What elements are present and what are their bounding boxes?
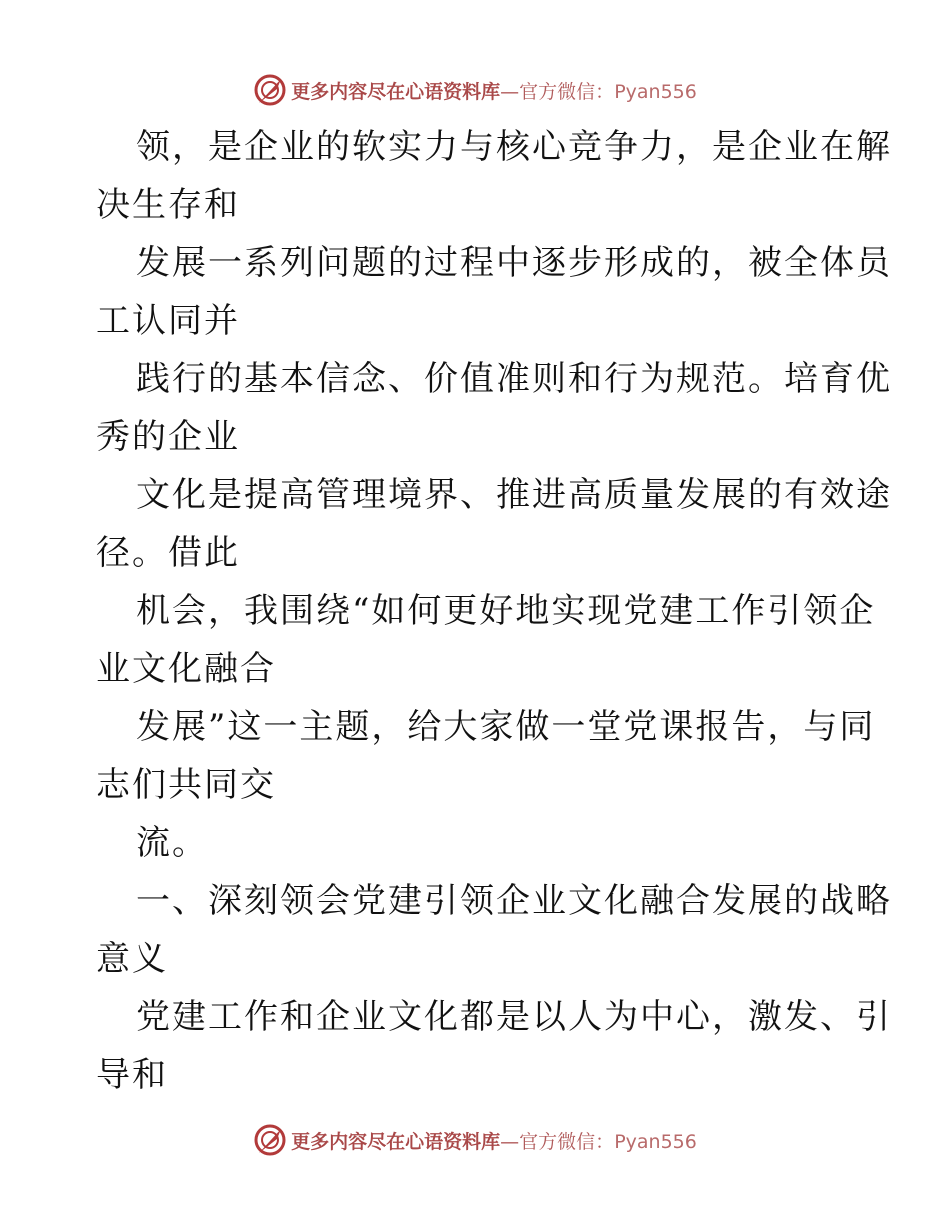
footer-banner-text [291, 1127, 697, 1154]
text-line: 工认同并 [96, 301, 240, 341]
quill-logo-icon [253, 73, 287, 107]
header-banner-text [291, 77, 697, 104]
footer-banner [0, 1120, 950, 1160]
text-line: 决生存和 [96, 185, 240, 225]
text-line: 业文化融合 [96, 649, 276, 689]
header-banner-id: Pyan556 [614, 80, 697, 103]
body-text [96, 118, 892, 1104]
text-line: 流。 [136, 823, 208, 863]
text-line: 径。借此 [96, 533, 240, 573]
text-line: 发展”这一主题，给大家做一堂党课报告，与同 [136, 707, 876, 747]
header-banner-strong: 更多内容尽在心语资料库 [291, 80, 501, 103]
header-banner [0, 70, 950, 110]
section-heading: 一、深刻领会党建引领企业文化融合发展的战略 [136, 881, 892, 921]
text-line: 意义 [96, 939, 168, 979]
text-line: 机会，我围绕“如何更好地实现党建工作引领企 [136, 591, 876, 631]
footer-banner-id: Pyan556 [614, 1130, 697, 1153]
quill-logo-icon [253, 1123, 287, 1157]
text-line: 导和 [96, 1055, 168, 1095]
text-line: 领，是企业的软实力与核心竞争力，是企业在解 [136, 127, 892, 167]
footer-banner-strong: 更多内容尽在心语资料库 [291, 1130, 501, 1153]
footer-banner-rest: —官方微信： [500, 1130, 615, 1153]
text-line: 文化是提高管理境界、推进高质量发展的有效途 [136, 475, 892, 515]
text-line: 党建工作和企业文化都是以人为中心，激发、引 [136, 997, 892, 1037]
text-line: 践行的基本信念、价值准则和行为规范。培育优 [136, 359, 892, 399]
text-line: 发展一系列问题的过程中逐步形成的，被全体员 [136, 243, 892, 283]
header-banner-rest: —官方微信： [500, 80, 615, 103]
text-line: 志们共同交 [96, 765, 276, 805]
text-line: 秀的企业 [96, 417, 240, 457]
